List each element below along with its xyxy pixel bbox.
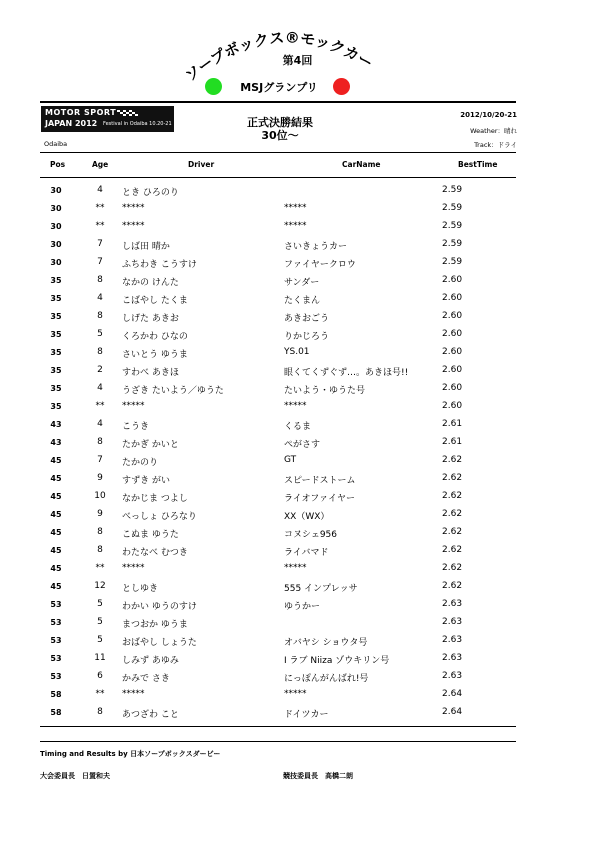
table-row — [0, 219, 595, 237]
age-cell: 4 — [97, 185, 103, 195]
age-cell: 8 — [97, 347, 103, 357]
age-cell: 7 — [97, 239, 103, 249]
age-cell: 12 — [94, 581, 106, 591]
best-time-cell: 2.60 — [442, 383, 463, 393]
pos-cell: 35 — [50, 294, 62, 303]
table-row — [0, 633, 595, 651]
pos-cell: 30 — [50, 204, 62, 213]
weather-label: Weather：晴れ — [470, 127, 517, 135]
table-row — [0, 489, 595, 507]
chair-signature: 大会委員長 日置和夫 — [40, 772, 110, 780]
age-cell: 5 — [97, 617, 103, 627]
table-row — [0, 201, 595, 219]
age-cell: 4 — [97, 293, 103, 303]
car-name-cell: ライオファイヤー — [284, 494, 356, 504]
motor-sport-japan-logo: MOTOR SPORT JAPAN 2012 Festival in Odaiba 10.20-21 — [41, 106, 174, 132]
table-row — [0, 453, 595, 471]
driver-cell: たかぎ かいと — [122, 440, 179, 450]
age-cell: 2 — [97, 365, 103, 375]
age-cell: 7 — [97, 455, 103, 465]
best-time-cell: 2.62 — [442, 473, 463, 483]
driver-cell: ***** — [122, 221, 145, 231]
driver-cell: おばやし しょうた — [122, 638, 197, 648]
car-name-cell: ***** — [284, 221, 307, 231]
table-row — [0, 381, 595, 399]
table-row — [0, 669, 595, 687]
driver-cell: ***** — [122, 203, 145, 213]
pos-cell: 53 — [50, 672, 62, 681]
car-name-cell: YS.01 — [284, 347, 310, 357]
driver-cell: すわべ あきほ — [122, 368, 179, 378]
table-row — [0, 327, 595, 345]
car-name-cell: あきおごう — [284, 314, 330, 324]
age-cell: 4 — [97, 419, 103, 429]
age-cell: 5 — [97, 329, 103, 339]
driver-cell: まつおか ゆうま — [122, 620, 188, 630]
car-name-cell: ゆうかー — [284, 602, 321, 612]
column-header-bottom-rule — [40, 177, 516, 178]
best-time-cell: 2.62 — [442, 491, 463, 501]
driver-cell: なかの けんた — [122, 278, 179, 288]
car-name-cell: スピードストーム — [284, 476, 356, 486]
col-header-time: BestTime — [458, 160, 498, 169]
result-subtitle: 30位～ — [261, 129, 299, 142]
car-name-cell: たくまん — [284, 296, 321, 306]
driver-cell: なかじま つよし — [122, 494, 188, 504]
col-header-driver: Driver — [188, 160, 215, 169]
pos-cell: 35 — [50, 402, 62, 411]
event-title-text: ソープボックス®モックカー — [181, 28, 377, 86]
age-cell: 10 — [94, 491, 106, 501]
pos-cell: 35 — [50, 312, 62, 321]
table-row — [0, 471, 595, 489]
age-cell: 7 — [97, 257, 103, 267]
car-name-cell: にっぽんがんばれ!号 — [284, 674, 369, 684]
car-name-cell: 眼くてくずぐず…。あきほ号!! — [284, 368, 409, 378]
driver-cell: さいとう ゆうま — [122, 350, 188, 360]
steward-signature: 競技委員長 高橋二朗 — [283, 772, 353, 780]
age-cell: 8 — [97, 437, 103, 447]
age-cell: 6 — [97, 671, 103, 681]
car-name-cell: XX（WX） — [284, 512, 330, 522]
car-name-cell: りかじろう — [284, 332, 330, 342]
age-cell: ** — [95, 221, 105, 231]
driver-cell: とき ひろのり — [122, 188, 179, 198]
driver-cell: としゆき — [122, 584, 159, 594]
car-name-cell: ライバマド — [284, 548, 329, 558]
pos-cell: 30 — [50, 240, 62, 249]
pos-cell: 35 — [50, 276, 62, 285]
table-row — [0, 417, 595, 435]
pos-cell: 58 — [50, 708, 62, 717]
pos-cell: 30 — [50, 258, 62, 267]
driver-cell: しみず あゆみ — [122, 656, 179, 666]
best-time-cell: 2.60 — [442, 347, 463, 357]
best-time-cell: 2.63 — [442, 617, 463, 627]
table-row — [0, 651, 595, 669]
red-dot-icon — [333, 78, 350, 95]
car-name-cell: サンダー — [284, 278, 320, 288]
pos-cell: 45 — [50, 510, 62, 519]
pos-cell: 45 — [50, 546, 62, 555]
pos-cell: 30 — [50, 186, 62, 195]
table-row — [0, 525, 595, 543]
pos-cell: 43 — [50, 438, 62, 447]
best-time-cell: 2.60 — [442, 401, 463, 411]
age-cell: 8 — [97, 275, 103, 285]
table-row — [0, 435, 595, 453]
table-row — [0, 309, 595, 327]
pos-cell: 53 — [50, 654, 62, 663]
driver-cell: ***** — [122, 689, 145, 699]
gp-title: MSJグランプリ — [240, 81, 318, 94]
pos-cell: 45 — [50, 474, 62, 483]
age-cell: ** — [95, 563, 105, 573]
best-time-cell: 2.60 — [442, 365, 463, 375]
driver-cell: すずき がい — [122, 476, 170, 486]
age-cell: 9 — [97, 509, 103, 519]
car-name-cell: 555 インプレッサ — [284, 584, 358, 594]
driver-cell: べっしょ ひろなり — [122, 512, 197, 522]
age-cell: 5 — [97, 599, 103, 609]
age-cell: 8 — [97, 707, 103, 717]
car-name-cell: ドイツカー — [284, 710, 329, 720]
pos-cell: 45 — [50, 456, 62, 465]
car-name-cell: ***** — [284, 203, 307, 213]
best-time-cell: 2.62 — [442, 455, 463, 465]
pos-cell: 30 — [50, 222, 62, 231]
checkered-flag-icon — [111, 109, 151, 119]
header-rule — [40, 101, 516, 103]
car-name-cell: たいよう・ゆうた号 — [284, 386, 366, 396]
pos-cell: 45 — [50, 564, 62, 573]
table-row — [0, 291, 595, 309]
table-row — [0, 687, 595, 705]
table-row — [0, 561, 595, 579]
table-row — [0, 255, 595, 273]
table-bottom-rule — [40, 726, 516, 727]
track-label: Track：ドライ — [474, 141, 517, 149]
car-name-cell: ***** — [284, 689, 307, 699]
best-time-cell: 2.61 — [442, 419, 463, 429]
driver-cell: こぬま ゆうた — [122, 530, 179, 540]
green-dot-icon — [205, 78, 222, 95]
age-cell: 9 — [97, 473, 103, 483]
pos-cell: 53 — [50, 600, 62, 609]
age-cell: 8 — [97, 527, 103, 537]
pos-cell: 35 — [50, 384, 62, 393]
pos-cell: 35 — [50, 348, 62, 357]
driver-cell: くろかわ ひなの — [122, 332, 188, 342]
best-time-cell: 2.62 — [442, 545, 463, 555]
car-name-cell: ファイヤークロウ — [284, 260, 356, 270]
age-cell: ** — [95, 203, 105, 213]
table-row — [0, 399, 595, 417]
driver-cell: ***** — [122, 401, 145, 411]
best-time-cell: 2.60 — [442, 329, 463, 339]
age-cell: 4 — [97, 383, 103, 393]
best-time-cell: 2.63 — [442, 653, 463, 663]
driver-cell: かみで さき — [122, 674, 170, 684]
driver-cell: たかのり — [122, 458, 159, 468]
table-row — [0, 579, 595, 597]
best-time-cell: 2.62 — [442, 581, 463, 591]
best-time-cell: 2.63 — [442, 635, 463, 645]
driver-cell: うざき たいよう／ゆうた — [122, 386, 224, 396]
col-header-age: Age — [92, 160, 109, 169]
car-name-cell: ***** — [284, 401, 307, 411]
pos-cell: 45 — [50, 528, 62, 537]
driver-cell: こうき — [122, 422, 150, 432]
driver-cell: しば田 晴か — [122, 242, 170, 252]
best-time-cell: 2.59 — [442, 185, 463, 195]
car-name-cell: さいきょうカー — [284, 242, 348, 252]
best-time-cell: 2.59 — [442, 221, 463, 231]
car-name-cell: ***** — [284, 563, 307, 573]
pos-cell: 35 — [50, 330, 62, 339]
table-row — [0, 363, 595, 381]
car-name-cell: ぺがさす — [284, 440, 321, 450]
venue-label: Odaiba — [44, 140, 68, 148]
table-row — [0, 597, 595, 615]
timing-credit: Timing and Results by 日本ソープボックスダービー — [40, 750, 221, 758]
col-header-pos: Pos — [50, 160, 66, 169]
best-time-cell: 2.62 — [442, 527, 463, 537]
age-cell: 8 — [97, 545, 103, 555]
age-cell: ** — [95, 401, 105, 411]
best-time-cell: 2.64 — [442, 689, 463, 699]
event-date: 2012/10/20-21 — [460, 111, 517, 119]
table-row — [0, 615, 595, 633]
table-row — [0, 507, 595, 525]
table-row — [0, 273, 595, 291]
pos-cell: 45 — [50, 582, 62, 591]
best-time-cell: 2.64 — [442, 707, 463, 717]
table-row — [0, 183, 595, 201]
gp-title-row — [205, 76, 355, 96]
col-header-car: CarName — [342, 160, 381, 169]
car-name-cell: コヌシェ956 — [284, 530, 337, 540]
car-name-cell: オバヤシ ショウタ号 — [284, 638, 368, 648]
car-name-cell: GT — [284, 455, 297, 465]
table-row — [0, 705, 595, 723]
age-cell: 11 — [94, 653, 106, 663]
footer-rule — [40, 741, 516, 742]
pos-cell: 43 — [50, 420, 62, 429]
pos-cell: 45 — [50, 492, 62, 501]
column-header-top-rule — [40, 152, 516, 153]
results-table — [0, 183, 595, 723]
best-time-cell: 2.61 — [442, 437, 463, 447]
pos-cell: 53 — [50, 636, 62, 645]
driver-cell: こばやし たくま — [122, 296, 188, 306]
best-time-cell: 2.63 — [442, 599, 463, 609]
age-cell: 8 — [97, 311, 103, 321]
result-title: 正式決勝結果 — [247, 116, 313, 129]
best-time-cell: 2.59 — [442, 257, 463, 267]
pos-cell: 58 — [50, 690, 62, 699]
best-time-cell: 2.62 — [442, 509, 463, 519]
best-time-cell: 2.60 — [442, 293, 463, 303]
driver-cell: しげた あきお — [122, 314, 179, 324]
round-label: 第4回 — [282, 54, 313, 67]
table-row — [0, 543, 595, 561]
pos-cell: 53 — [50, 618, 62, 627]
best-time-cell: 2.62 — [442, 563, 463, 573]
car-name-cell: I ラブ Niiza ゾウキリン号 — [284, 656, 390, 666]
table-row — [0, 237, 595, 255]
driver-cell: あつざわ こと — [122, 710, 179, 720]
car-name-cell: くるま — [284, 422, 312, 432]
age-cell: 5 — [97, 635, 103, 645]
driver-cell: ふちわき こうすけ — [122, 260, 197, 270]
best-time-cell: 2.63 — [442, 671, 463, 681]
driver-cell: わたなべ むつき — [122, 548, 188, 558]
best-time-cell: 2.59 — [442, 203, 463, 213]
best-time-cell: 2.59 — [442, 239, 463, 249]
best-time-cell: 2.60 — [442, 311, 463, 321]
age-cell: ** — [95, 689, 105, 699]
pos-cell: 35 — [50, 366, 62, 375]
best-time-cell: 2.60 — [442, 275, 463, 285]
table-row — [0, 345, 595, 363]
driver-cell: わかい ゆうのすけ — [122, 602, 197, 612]
driver-cell: ***** — [122, 563, 145, 573]
